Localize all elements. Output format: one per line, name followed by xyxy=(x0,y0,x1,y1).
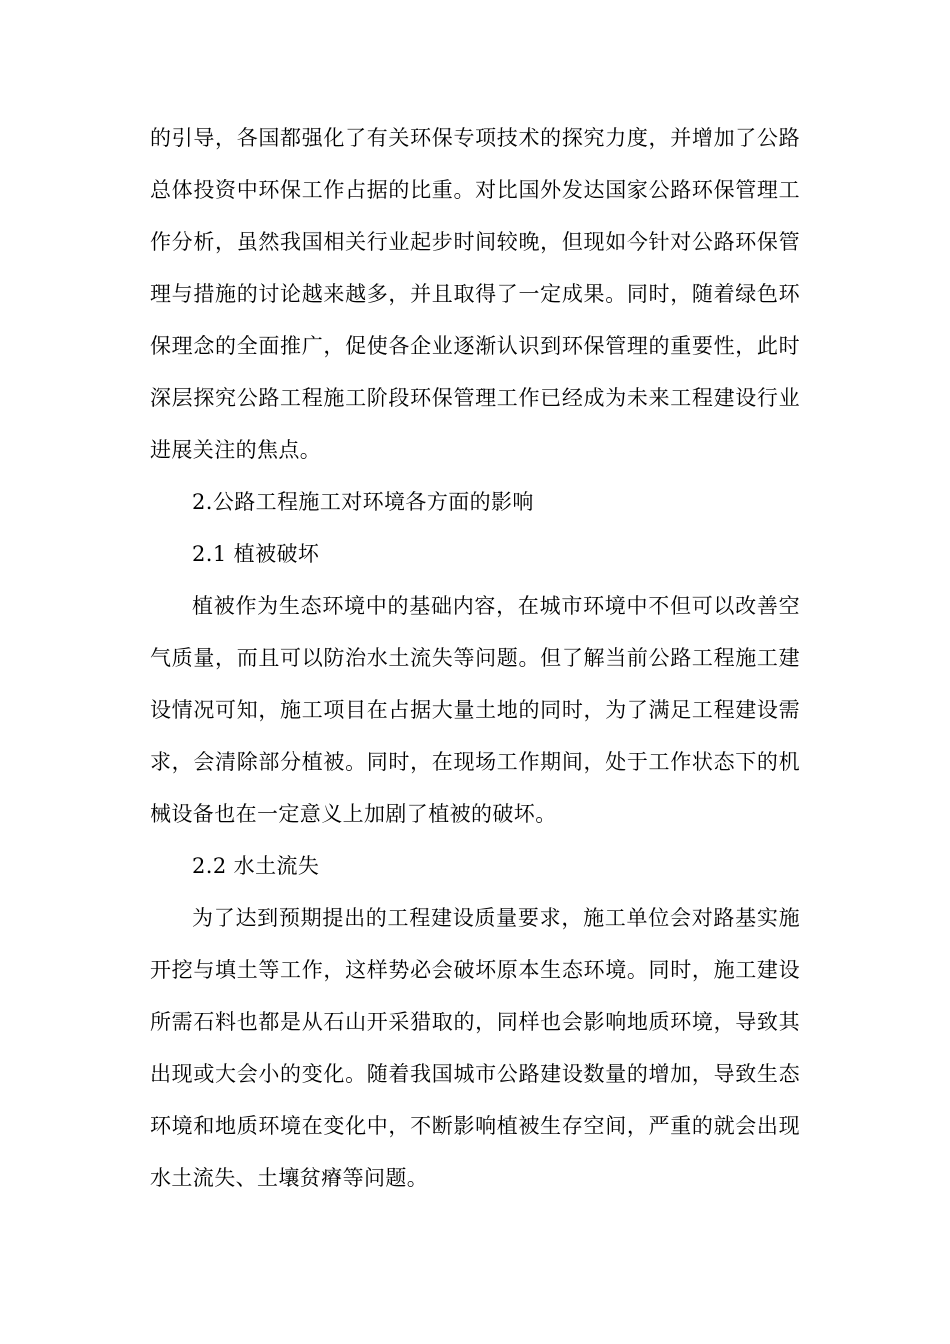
paragraph-continuation: 的引导，各国都强化了有关环保专项技术的探究力度，并增加了公路总体投资中环保工作占据的比重。对比国外发达国家公路环保管理工作分析，虽然我国相关行业起步时间较晚，但现如今针对公路环保管理与措施的讨论越来越多，并且取得了一定成果。同时，随着绿色环保理念的全面推广，促使各企业逐渐认识到环保管理的重要性，此时深层探究公路工程施工阶段环保管理工作已经成为未来工程建设行业进展关注的焦点。 xyxy=(150,126,800,462)
document-page xyxy=(150,112,800,1204)
subsection-heading-2-2: 2.2 水土流失 xyxy=(192,854,320,878)
paragraph-soil-erosion: 为了达到预期提出的工程建设质量要求，施工单位会对路基实施开挖与填土等工作，这样势必会破坏原本生态环境。同时，施工建设所需石料也都是从石山开采猎取的，同样也会影响地质环境，导致其出现或大会小的变化。随着我国城市公路建设数量的增加，导致生态环境和地质环境在变化中，不断影响植被生存空间，严重的就会出现水土流失、土壤贫瘠等问题。 xyxy=(150,906,800,1190)
subsection-heading-2-1: 2.1 植被破坏 xyxy=(192,542,320,566)
paragraph-vegetation: 植被作为生态环境中的基础内容，在城市环境中不但可以改善空气质量，而且可以防治水土流失等问题。但了解当前公路工程施工建设情况可知，施工项目在占据大量土地的同时，为了满足工程建设需求，会清除部分植被。同时，在现场工作期间，处于工作状态下的机械设备也在一定意义上加剧了植被的破坏。 xyxy=(150,594,800,826)
section-heading-2: 2.公路工程施工对环境各方面的影响 xyxy=(192,490,534,514)
